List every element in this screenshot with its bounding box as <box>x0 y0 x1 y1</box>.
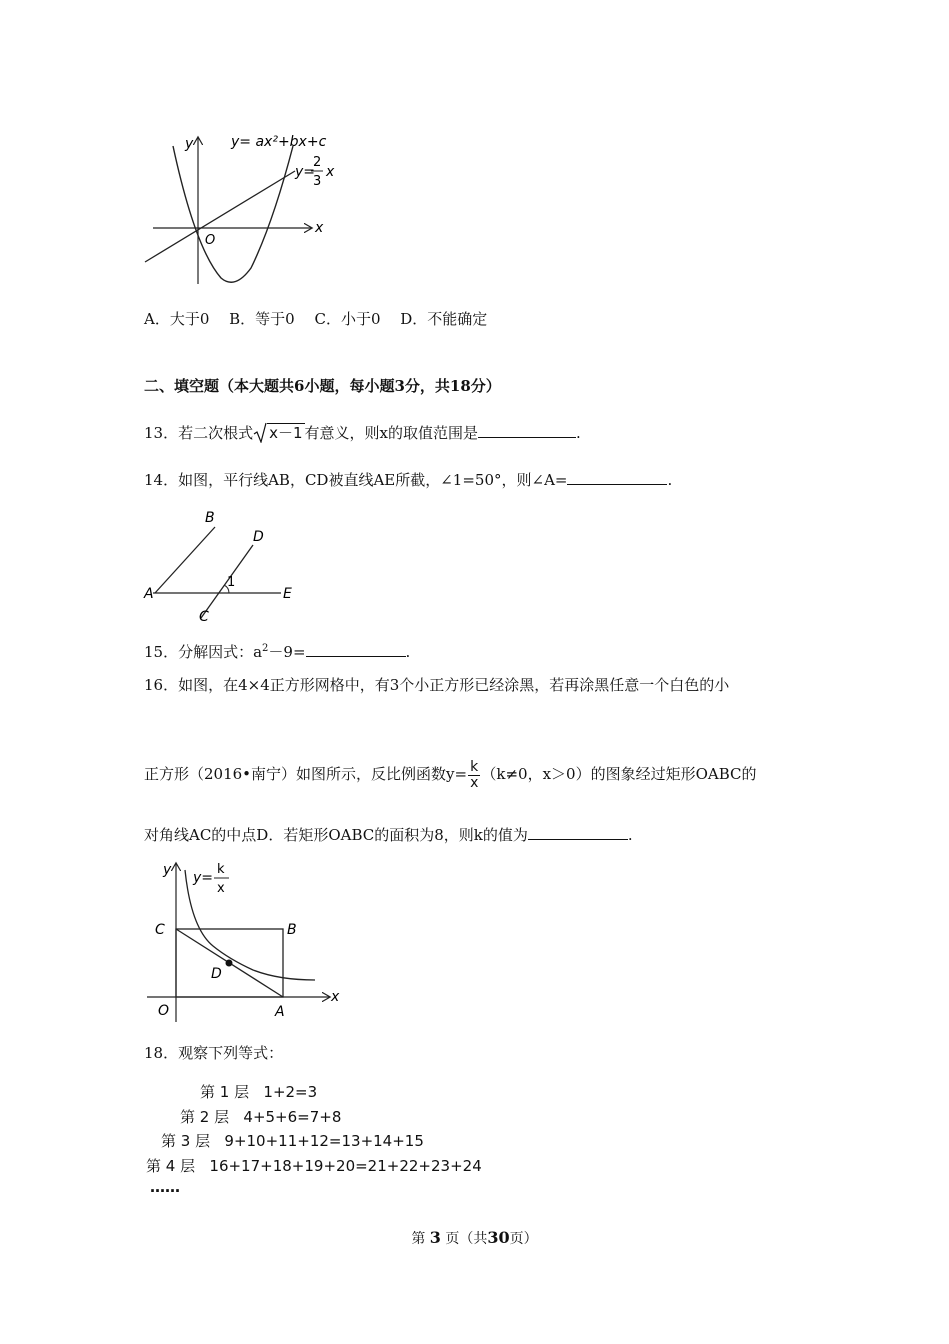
q18-row-2 <box>180 1106 341 1127</box>
row-label: 第 3 层 <box>161 1132 211 1150</box>
footer-prefix: 第 <box>411 1231 426 1247</box>
radical-sign-icon <box>253 421 267 443</box>
label-angle-1: 1 <box>227 575 236 590</box>
line-AB <box>155 527 215 593</box>
label-B: B <box>287 922 297 938</box>
label-D: D <box>211 966 222 982</box>
q18-row-3 <box>161 1130 424 1151</box>
x-axis-label: x <box>331 989 340 1005</box>
q18-row-4 <box>146 1155 482 1176</box>
row-equation: 9+10+11+12=13+14+15 <box>224 1132 424 1150</box>
q13-answer-blank[interactable] <box>478 423 576 438</box>
question-18-title: 18．观察下列等式： <box>144 1044 284 1062</box>
section2-title: 二、填空题（本大题共6小题，每小题3分，共18分） <box>144 377 501 395</box>
parabola-line-figure <box>143 128 343 290</box>
label-A: A <box>144 586 154 602</box>
q15-exponent: 2 <box>262 643 269 654</box>
footer-total-pages: 30 <box>487 1228 510 1247</box>
row-label: 第 1 层 <box>200 1083 250 1101</box>
q18-row-1 <box>200 1081 317 1102</box>
label-A: A <box>275 1004 285 1020</box>
function-eq-den: x <box>217 881 225 896</box>
q16-frac-num: k <box>468 760 480 776</box>
footer-suffix: 页） <box>509 1231 538 1247</box>
q13-suffix: 有意义，则x的取值范围是 <box>304 424 478 442</box>
q15-suffix: －9= <box>268 643 306 661</box>
q13-prefix: 13．若二次根式 <box>144 424 254 442</box>
q13-radicand: x－1 <box>269 424 303 442</box>
label-C: C <box>199 609 209 625</box>
line-equation-den: 3 <box>313 174 322 189</box>
point-D <box>226 960 233 967</box>
label-O: O <box>158 1003 170 1019</box>
square-root <box>253 423 304 443</box>
q14-end: . <box>667 471 673 489</box>
q12-options: A．大于0 B．等于0 C．小于0 D．不能确定 <box>144 310 488 328</box>
question-13 <box>144 423 581 443</box>
line-equation-prefix: y= <box>295 164 316 180</box>
q15-end: . <box>405 643 411 661</box>
parabola-equation: y= ax²+bx+c <box>231 134 327 150</box>
label-D: D <box>253 529 264 545</box>
label-E: E <box>283 586 292 602</box>
y-axis-label: y <box>163 862 172 878</box>
x-axis-label: x <box>315 220 324 236</box>
q15-answer-blank[interactable] <box>306 642 406 657</box>
function-eq-num: k <box>217 862 225 877</box>
q16-line2-prefix: 正方形（2016•南宁）如图所示，反比例函数y= <box>144 765 468 783</box>
row-label: 第 4 层 <box>146 1157 196 1175</box>
parabola-curve <box>173 146 293 282</box>
question-16-line2 <box>144 757 757 791</box>
q16-line3-text: 对角线AC的中点D．若矩形OABC的面积为8，则k的值为 <box>144 826 528 844</box>
q16-frac-den: x <box>470 774 479 791</box>
q18-ellipsis: …… <box>150 1178 180 1196</box>
parallel-lines-figure <box>143 505 303 627</box>
q16-answer-blank[interactable] <box>528 825 628 840</box>
q16-line2-suffix: （k≠0，x＞0）的图象经过矩形OABC的 <box>481 765 757 783</box>
footer-mid: 页（共 <box>445 1231 488 1247</box>
row-equation: 16+17+18+19+20=21+22+23+24 <box>209 1157 482 1175</box>
question-14 <box>144 470 672 490</box>
q16-end: . <box>627 826 633 844</box>
line-equation-num: 2 <box>313 155 322 170</box>
question-15 <box>144 639 410 662</box>
row-label: 第 2 层 <box>180 1108 230 1126</box>
inverse-function-figure <box>143 858 343 1028</box>
label-C: C <box>155 922 165 938</box>
row-equation: 4+5+6=7+8 <box>243 1108 342 1126</box>
question-16-line1: 16．如图，在4×4正方形网格中，有3个小正方形已经涂黑，若再涂黑任意一个白色的小 <box>144 676 730 694</box>
label-B: B <box>205 510 215 526</box>
footer-page-number: 3 <box>429 1228 441 1247</box>
row-equation: 1+2=3 <box>263 1083 318 1101</box>
origin-label: O <box>205 233 216 248</box>
line-equation-suffix: x <box>326 164 335 180</box>
q14-text: 14．如图，平行线AB，CD被直线AE所截，∠1=50°，则∠A= <box>144 471 568 489</box>
question-16-line3 <box>144 825 633 845</box>
function-eq-prefix: y= <box>193 870 214 886</box>
q13-end: . <box>575 424 581 442</box>
y-axis-label: y <box>185 136 194 152</box>
q16-fraction <box>468 760 480 791</box>
q15-prefix: 15．分解因式：a <box>144 643 263 661</box>
q14-answer-blank[interactable] <box>567 470 667 485</box>
page-footer <box>0 1228 949 1248</box>
